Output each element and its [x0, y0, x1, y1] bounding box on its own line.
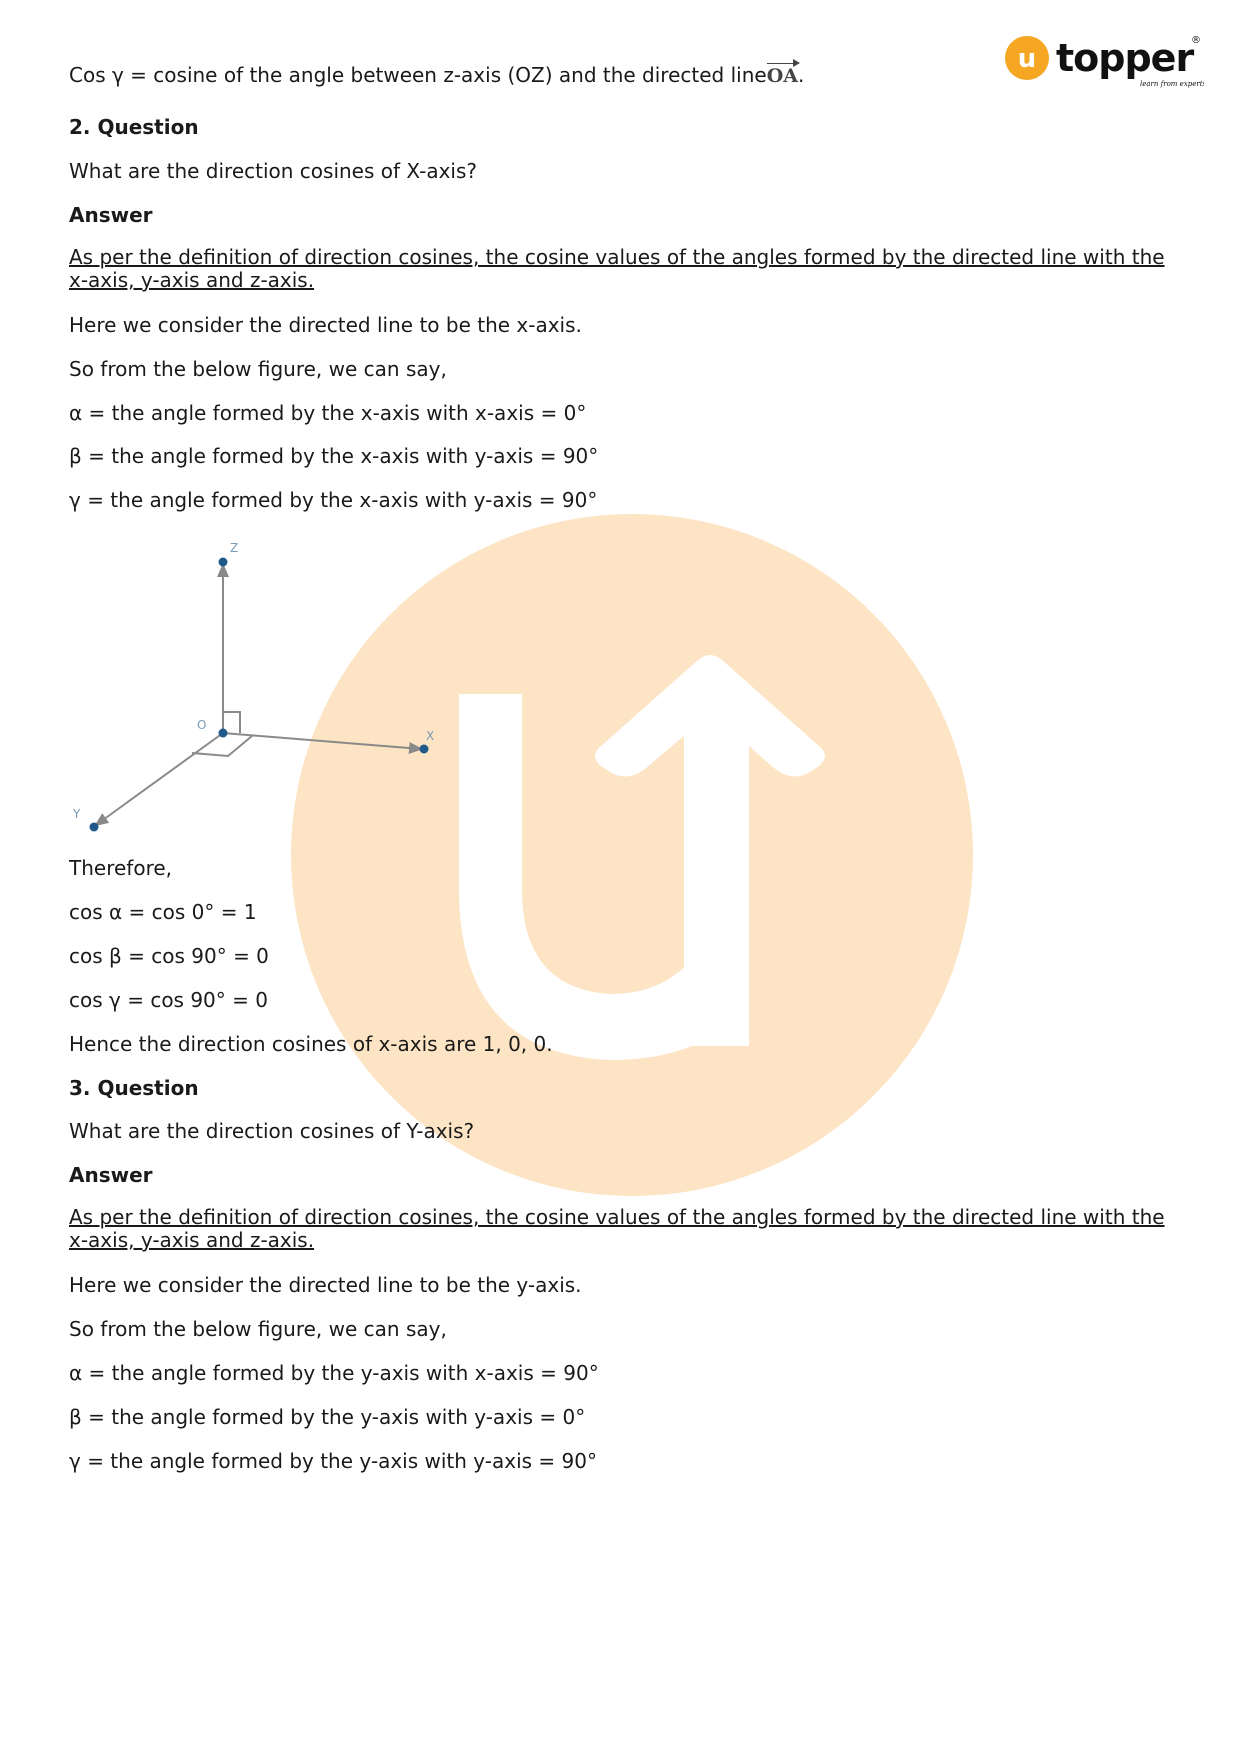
cos-alpha-result: cos α = cos 0° = 1 — [69, 900, 257, 924]
right-angle-marker-xy — [192, 736, 252, 756]
y-axis-label: Y — [73, 807, 81, 821]
origin-point — [219, 729, 228, 738]
logo-wordmark: topper — [1056, 36, 1194, 80]
z-axis-label: Z — [230, 541, 239, 555]
answer-3-from-figure: So from the below figure, we can say, — [69, 1317, 447, 1341]
cos-gamma-definition — [69, 63, 804, 88]
answer-2-from-figure: So from the below figure, we can say, — [69, 357, 447, 381]
answer-3-heading: Answer — [69, 1163, 153, 1187]
answer-3-beta: β = the angle formed by the y-axis with y-axis = 0° — [69, 1405, 586, 1429]
y-axis-point — [90, 823, 99, 832]
question-3-heading: 3. Question — [69, 1076, 199, 1100]
sentence-period: . — [797, 63, 805, 87]
therefore-label: Therefore, — [69, 856, 173, 880]
question-2-text: What are the direction cosines of X-axis? — [69, 159, 477, 183]
origin-label: O — [197, 718, 207, 732]
answer-2-gamma: γ = the angle formed by the x-axis with y-axis = 90° — [69, 488, 598, 512]
answer-3-gamma: γ = the angle formed by the y-axis with y-axis = 90° — [69, 1449, 597, 1473]
x-axis-conclusion: Hence the direction cosines of x-axis are 1, 0, 0. — [69, 1032, 553, 1056]
cos-beta-result: cos β = cos 90° = 0 — [69, 944, 269, 968]
question-2-heading: 2. Question — [69, 115, 199, 139]
cos-gamma-text: Cos γ = cosine of the angle between z-axis (OZ) and the directed line — [69, 63, 767, 87]
topper-logo-graphic — [1004, 30, 1204, 92]
vector-oa: OA — [766, 65, 798, 87]
logo-mark: u — [1017, 44, 1037, 74]
registered-mark: ® — [1191, 35, 1201, 46]
question-3-text: What are the direction cosines of Y-axis? — [69, 1119, 475, 1143]
topper-logo — [1004, 30, 1204, 92]
answer-3-definition: As per the definition of direction cosines, the cosine values of the angles formed by the directed line with the x-axis, y-axis and z-axis. — [69, 1205, 1165, 1252]
answer-3-alpha: α = the angle formed by the y-axis with x-axis = 90° — [69, 1361, 599, 1385]
x-axis-point — [420, 745, 429, 754]
axes-figure — [55, 540, 455, 840]
y-axis-line — [96, 733, 223, 825]
answer-2-consider: Here we consider the directed line to be the x-axis. — [69, 313, 582, 337]
x-axis-label: X — [426, 729, 435, 743]
cos-gamma-result: cos γ = cos 90° = 0 — [69, 988, 268, 1012]
answer-2-alpha: α = the angle formed by the x-axis with x-axis = 0° — [69, 401, 587, 425]
logo-tagline: learn from experts — [1140, 80, 1204, 88]
z-axis-point — [219, 558, 228, 567]
answer-2-definition: As per the definition of direction cosines, the cosine values of the angles formed by the directed line with the x-axis, y-axis and z-axis. — [69, 245, 1165, 292]
answer-2-beta: β = the angle formed by the x-axis with y-axis = 90° — [69, 444, 599, 468]
answer-3-consider: Here we consider the directed line to be the y-axis. — [69, 1273, 582, 1297]
x-axis-line — [223, 733, 421, 749]
answer-2-heading: Answer — [69, 203, 153, 227]
